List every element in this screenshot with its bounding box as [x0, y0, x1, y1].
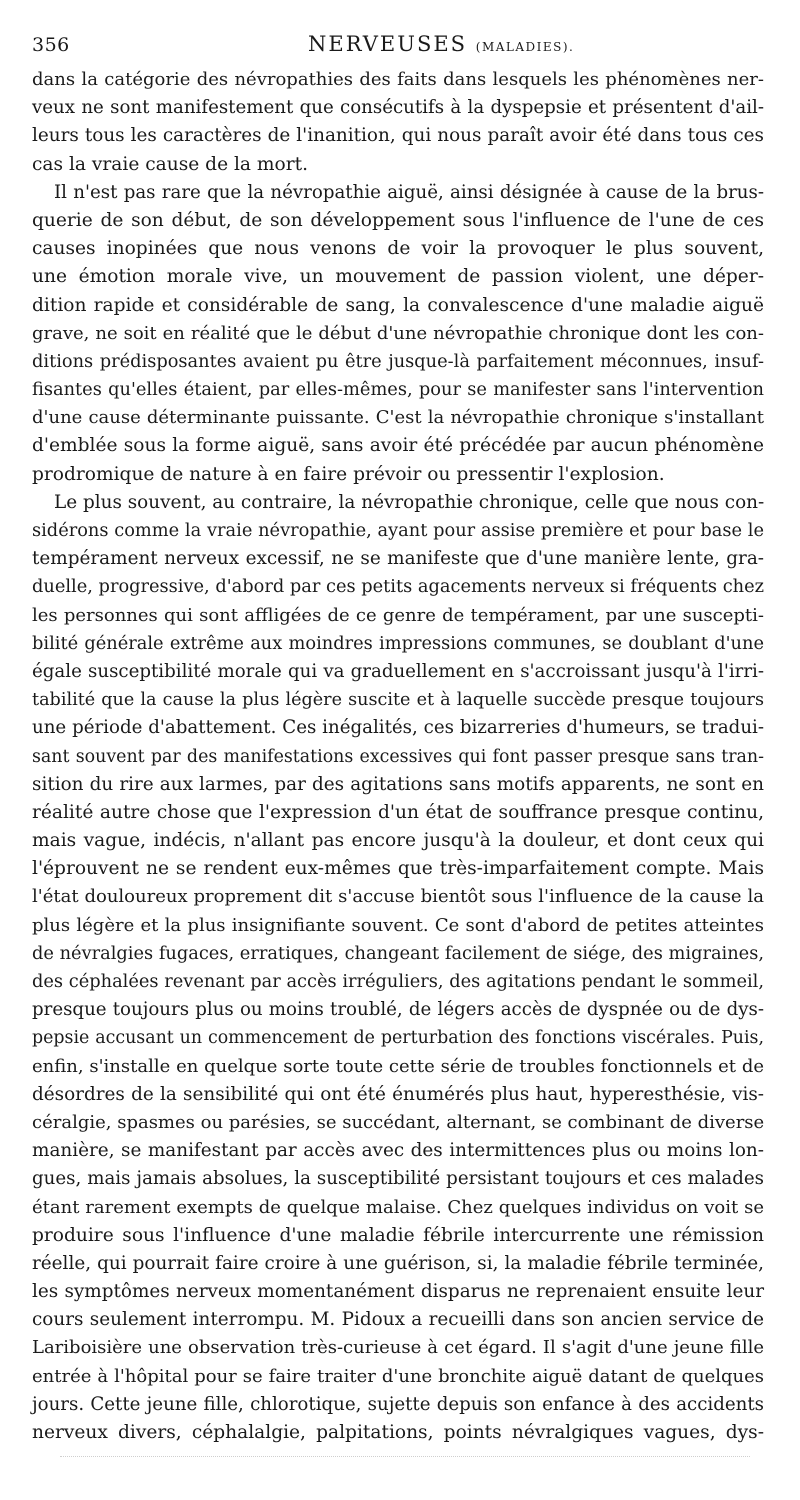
- footer-rule: [60, 1456, 750, 1458]
- running-title-main: NERVEUSES: [308, 32, 468, 56]
- text-line: l'éprouvent ne se rendent eux-mêmes que très-imparfaitement compte. Mais: [32, 858, 764, 880]
- text-line: les personnes qui sont affligées de ce genre de tempérament, par une suscepti-: [32, 604, 764, 626]
- running-title: [308, 32, 574, 56]
- text-line: leurs tous les caractères de l'inanition, qui nous paraît avoir été dans tous ces: [32, 125, 764, 147]
- text-line: presque toujours plus ou moins troublé, de légers accès de dyspnée ou de dys-: [32, 999, 764, 1021]
- text-line: tempérament nerveux excessif, ne se manifeste que d'une manière lente, gra-: [32, 548, 764, 570]
- text-line: manière, se manifestant par accès avec des intermittences plus ou moins lon-: [32, 1140, 764, 1162]
- text-line: cours seulement interrompu. M. Pidoux a recueilli dans son ancien service de: [32, 1309, 764, 1331]
- text-line: ditions prédisposantes avaient pu être jusque-là parfaitement méconnues, insuf-: [32, 350, 764, 372]
- text-line: nerveux divers, céphalalgie, palpitations, points névralgiques vagues, dys-: [32, 1422, 764, 1443]
- text-line: plus légère et la plus insignifiante souvent. Ce sont d'abord de petites atteintes: [32, 914, 764, 936]
- text-line: désordres de la sensibilité qui ont été énumérés plus haut, hyperesthésie, vis-: [32, 1083, 764, 1105]
- text-line: égale susceptibilité morale qui va graduellement en s'accroissant jusqu'à l'irri-: [32, 660, 764, 682]
- text-line: querie de son début, de son développement sous l'influence de l'une de ces: [32, 209, 764, 231]
- running-title-sub: (MALADIES).: [475, 40, 575, 54]
- text-line: sant souvent par des manifestations excessives qui font passer presque sans tran-: [32, 746, 764, 767]
- text-line: prodromique de nature à en faire prévoir ou pressentir l'explosion.: [32, 463, 665, 485]
- text-line: enfin, s'installe en quelque sorte toute cette série de troubles fonctionnels et de: [32, 1055, 764, 1077]
- text-line: produire sous l'influence d'une maladie fébrile intercurrente une rémission: [32, 1224, 764, 1246]
- text-line: tabilité que la cause la plus légère suscite et à laquelle succède presque toujours: [32, 690, 764, 711]
- text-line: de névralgies fugaces, erratiques, changeant facilement de siége, des migraines,: [32, 942, 764, 964]
- body-text: [32, 66, 764, 1447]
- text-line: une période d'abattement. Ces inégalités, ces bizarreries d'humeurs, se tradui-: [32, 717, 764, 739]
- text-line: entrée à l'hôpital pour se faire traiter d'une bronchite aiguë datant de quelques: [32, 1365, 764, 1387]
- text-line: cas la vraie cause de la mort.: [32, 153, 309, 175]
- text-line: causes inopinées que nous venons de voir la provoquer le plus souvent,: [32, 238, 764, 260]
- text-line: d'emblée sous la forme aiguë, sans avoir été précédée par aucun phénomène: [32, 435, 764, 457]
- text-line: réelle, qui pourrait faire croire à une guérison, si, la maladie fébrile terminée,: [32, 1252, 764, 1274]
- page-number: 356: [32, 34, 70, 56]
- page-header: [32, 30, 772, 64]
- text-line: réalité autre chose que l'expression d'un état de souffrance presque continu,: [32, 801, 764, 823]
- text-line: une émotion morale vive, un mouvement de passion violent, une déper-: [32, 266, 764, 288]
- paragraph: [32, 179, 764, 489]
- text-line: bilité générale extrême aux moindres impressions communes, se doublant d'une: [32, 632, 764, 654]
- text-line: l'état douloureux proprement dit s'accuse bientôt sous l'influence de la cause la: [32, 886, 764, 908]
- text-line: étant rarement exempts de quelque malaise. Chez quelques individus on voit se: [32, 1196, 764, 1218]
- text-line: dition rapide et considérable de sang, la convalescence d'une maladie aiguë: [32, 294, 764, 316]
- text-line: jours. Cette jeune fille, chlorotique, sujette depuis son enfance à des accidents: [32, 1393, 764, 1415]
- text-line: sidérons comme la vraie névropathie, ayant pour assise première et pour base le: [32, 520, 764, 541]
- text-line: mais vague, indécis, n'allant pas encore jusqu'à la douleur, et dont ceux qui: [32, 830, 764, 852]
- text-line: pepsie accusant un commencement de perturbation des fonctions viscérales. Puis,: [32, 1028, 764, 1049]
- text-line: d'une cause déterminante puissante. C'est la névropathie chronique s'installant: [32, 407, 764, 429]
- text-line: céralgie, spasmes ou parésies, se succédant, alternant, se combinant de diverse: [32, 1111, 765, 1133]
- text-line: Le plus souvent, au contraire, la névropathie chronique, celle que nous con-: [54, 491, 765, 513]
- text-line: veux ne sont manifestement que consécutifs à la dyspepsie et présentent d'ail-: [32, 97, 764, 119]
- text-line: dans la catégorie des névropathies des faits dans lesquels les phénomènes ner-: [32, 69, 764, 90]
- text-line: les symptômes nerveux momentanément disparus ne reprenaient ensuite leur: [32, 1281, 764, 1303]
- text-line: grave, ne soit en réalité que le début d'une névropathie chronique dont les con-: [32, 322, 764, 344]
- text-line: des céphalées revenant par accès irréguliers, des agitations pendant le sommeil,: [32, 971, 764, 992]
- text-line: gues, mais jamais absolues, la susceptibilité persistant toujours et ces malades: [32, 1168, 764, 1190]
- paragraph: [32, 66, 764, 179]
- text-line: Lariboisière une observation très-curieuse à cet égard. Il s'agit d'une jeune fille: [32, 1337, 764, 1359]
- text-line: sition du rire aux larmes, par des agitations sans motifs apparents, ne sont en: [32, 773, 764, 795]
- text-line: Il n'est pas rare que la névropathie aiguë, ainsi désignée à cause de la brus-: [54, 181, 764, 203]
- paragraph: [32, 489, 764, 1447]
- text-line: fisantes qu'elles étaient, par elles-mêmes, pour se manifester sans l'intervention: [32, 379, 764, 401]
- text-line: duelle, progressive, d'abord par ces petits agacements nerveux si fréquents chez: [32, 576, 765, 598]
